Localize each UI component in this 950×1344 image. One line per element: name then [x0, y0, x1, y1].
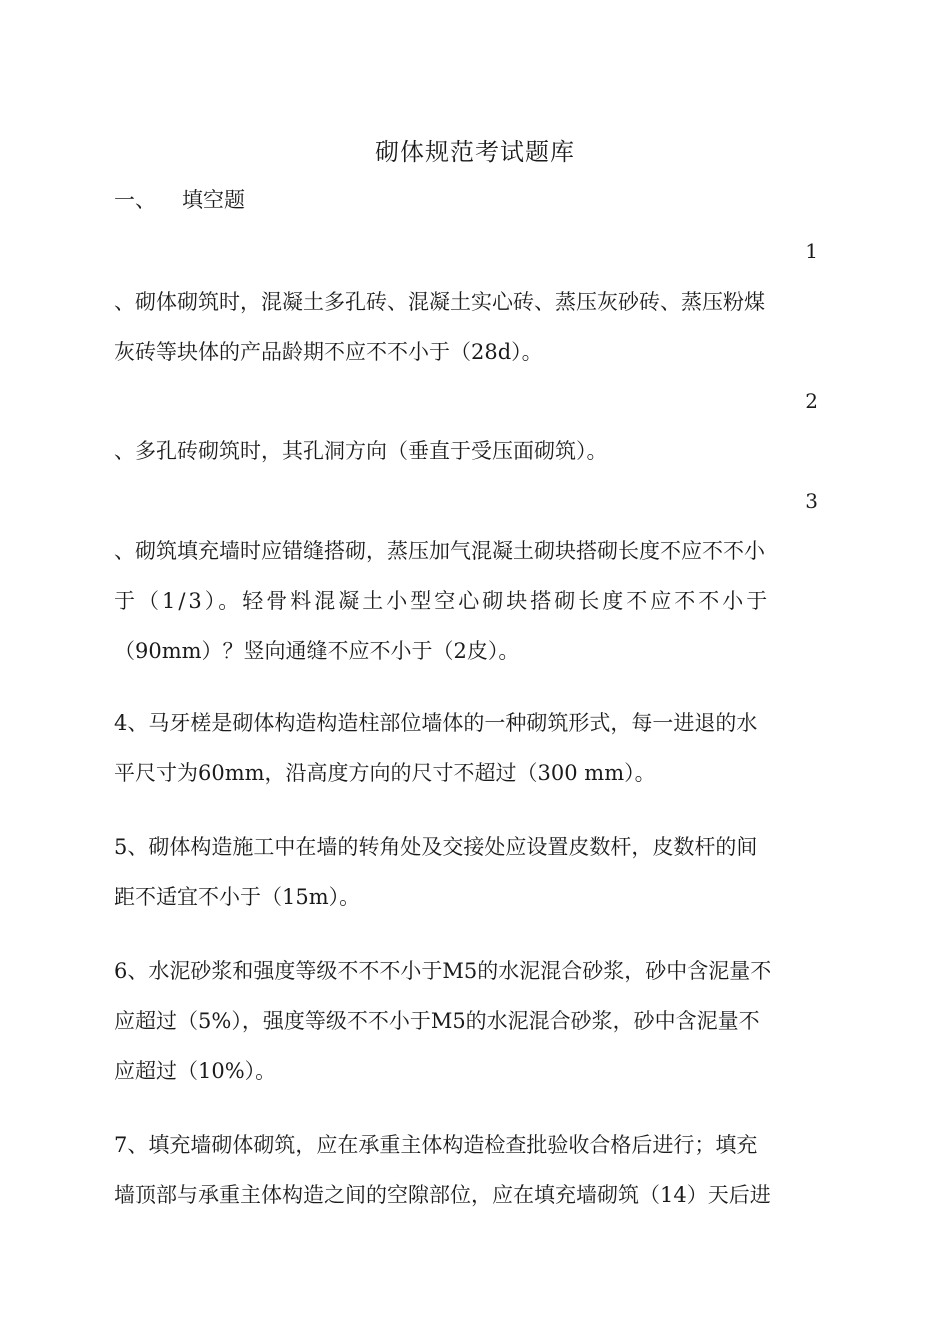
section-heading — [114, 184, 245, 216]
question-number-1: 1 — [805, 239, 818, 263]
document-title: 砌体规范考试题库 — [375, 138, 575, 166]
question-6-line-2: 应超过（5%），强度等级不不小于M5的水泥混合砂浆，砂中含泥量不 — [114, 1009, 760, 1033]
question-3 — [114, 526, 814, 676]
question-3-line-3: （90mm）？竖向通缝不应不小于（2皮）。 — [114, 639, 520, 663]
question-number-2: 2 — [805, 389, 818, 413]
question-1-line-2: 灰砖等块体的产品龄期不应不不小于（28d）。 — [114, 340, 543, 364]
question-4-line-2: 平尺寸为60mm，沿高度方向的尺寸不超过（300 mm）。 — [114, 761, 656, 785]
question-6-line-3: 应超过（10%）。 — [114, 1059, 277, 1083]
question-4 — [114, 698, 814, 798]
question-7-line-1: 7、填充墙砌体砌筑，应在承重主体构造检查批验收合格后进行；填充 — [114, 1133, 758, 1157]
question-4-line-1: 4、马牙槎是砌体构造构造柱部位墙体的一种砌筑形式，每一进退的水 — [114, 711, 758, 735]
question-3-line-1: 、砌筑填充墙时应错缝搭砌，蒸压加气混凝土砌块搭砌长度不应不不小 — [114, 539, 765, 563]
question-7 — [114, 1120, 814, 1220]
question-1 — [114, 277, 814, 377]
question-7-line-2: 墙顶部与承重主体构造之间的空隙部位，应在填充墙砌筑（14）天后进 — [114, 1183, 771, 1207]
question-1-line-1: 、砌体砌筑时，混凝土多孔砖、混凝土实心砖、蒸压灰砂砖、蒸压粉煤 — [114, 290, 765, 314]
question-5-line-2: 距不适宜不小于（15m）。 — [114, 885, 361, 909]
question-2-line-1: 、多孔砖砌筑时，其孔洞方向（垂直于受压面砌筑）。 — [114, 439, 608, 463]
question-5 — [114, 822, 814, 922]
question-5-line-1: 5、砌体构造施工中在墙的转角处及交接处应设置皮数杆，皮数杆的间 — [114, 835, 758, 859]
question-number-3: 3 — [805, 489, 818, 513]
question-6-line-1: 6、水泥砂浆和强度等级不不不小于M5的水泥混合砂浆，砂中含泥量不 — [114, 959, 772, 983]
question-3-line-2: 于（1/3）。轻骨料混凝土小型空心砌块搭砌长度不应不不小于 — [114, 589, 771, 613]
section-number: 一、 — [114, 188, 156, 212]
section-label: 填空题 — [182, 188, 245, 212]
question-2 — [114, 426, 814, 476]
question-6 — [114, 946, 814, 1096]
